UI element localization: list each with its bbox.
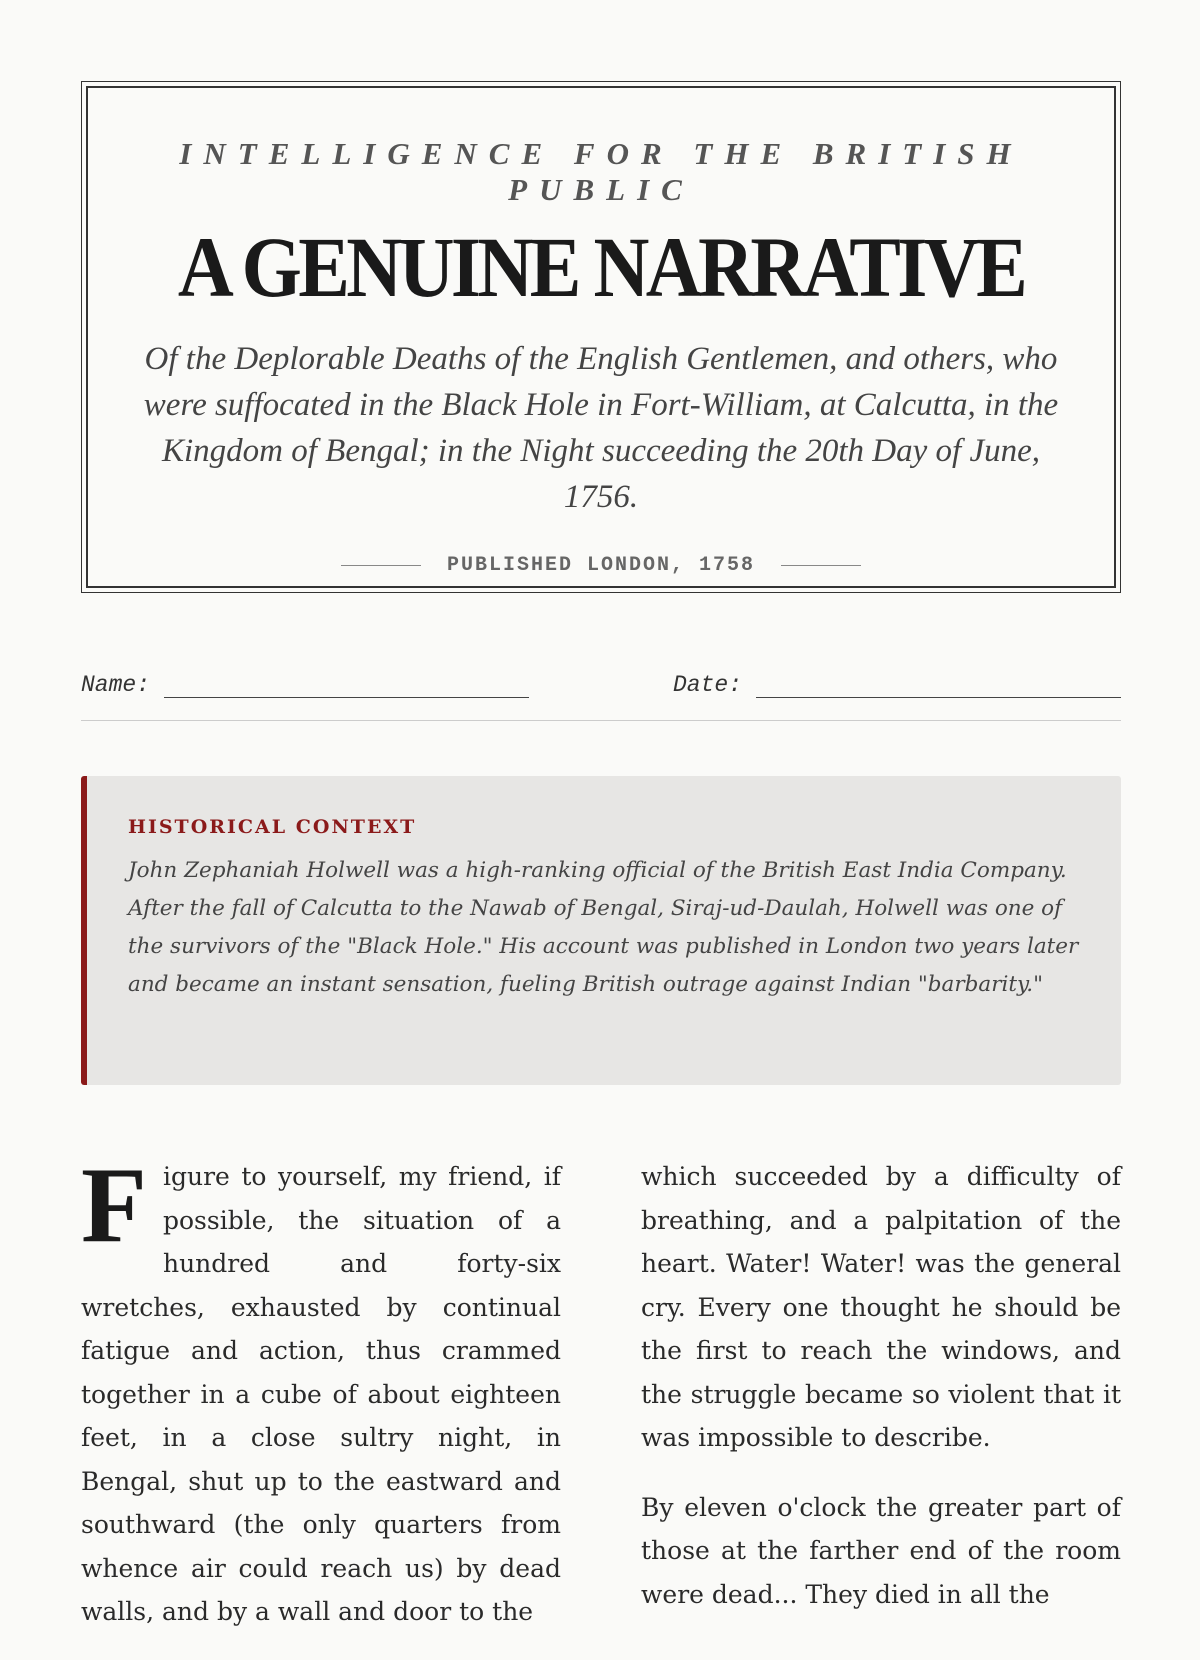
student-fields xyxy=(81,672,1121,698)
publication-info: PUBLISHED LONDON, 1758 xyxy=(446,554,756,577)
historical-context-box xyxy=(81,776,1121,1085)
paragraph: which succeeded by a difficulty of breathing, and a palpitation of the heart. Water! Water! was the general cry. Every one thought he should be the first to reach the windows, and the struggle became so violent that it was impossible to describe. xyxy=(641,1162,1121,1452)
context-heading: HISTORICAL CONTEXT xyxy=(128,816,417,838)
subtitle: Of the Deplorable Deaths of the English Gentlemen, and others, who were suffocated in the Black Hole in Fort-William, at Calcutta, in the Kingdom of Bengal; in the Night succeeding the 20th Day of June, 1756. xyxy=(143,341,1059,515)
divider xyxy=(81,720,1121,721)
page-title: A GENUINE NARRATIVE xyxy=(177,219,1025,315)
name-label: Name: xyxy=(81,672,151,698)
publication-line xyxy=(88,554,1114,577)
narrative-columns xyxy=(81,1146,1121,1660)
divider-right xyxy=(781,565,861,566)
masthead xyxy=(81,81,1121,593)
masthead-frame xyxy=(86,86,1116,588)
name-blank[interactable] xyxy=(164,673,529,698)
drop-cap: F xyxy=(81,1146,147,1265)
divider-left xyxy=(341,565,421,566)
context-body: John Zephaniah Holwell was a high-ranking official of the British East India Company. After the fall of Calcutta to the Nawab of Bengal, Siraj-ud-Daulah, Holwell was one of the survivors of the "Black Hole." His account was published in London two years later and became an instant sensation, fueling British outrage against Indian "barbarity." xyxy=(128,858,1079,997)
column-left xyxy=(81,1146,561,1660)
kicker: INTELLIGENCE FOR THE BRITISH PUBLIC xyxy=(179,136,1023,207)
paragraph: igure to yourself, my friend, if possible, the situation of a hundred and forty-six wretches, exhausted by continual fatigue and action, thus crammed together in a cube of about eighteen feet, in a close sultry night, in Bengal, shut up to the eastward and southward (the only quarters from whence air could reach us) by dead walls, and by a wall and door to the xyxy=(81,1162,561,1626)
column-right xyxy=(641,1155,1121,1660)
paragraph: By eleven o'clock the greater part of those at the farther end of the room were dead... They died in all the xyxy=(641,1492,1121,1609)
date-label: Date: xyxy=(672,672,742,698)
date-field[interactable] xyxy=(673,672,1121,698)
name-field[interactable] xyxy=(81,672,529,698)
date-blank[interactable] xyxy=(756,673,1121,698)
